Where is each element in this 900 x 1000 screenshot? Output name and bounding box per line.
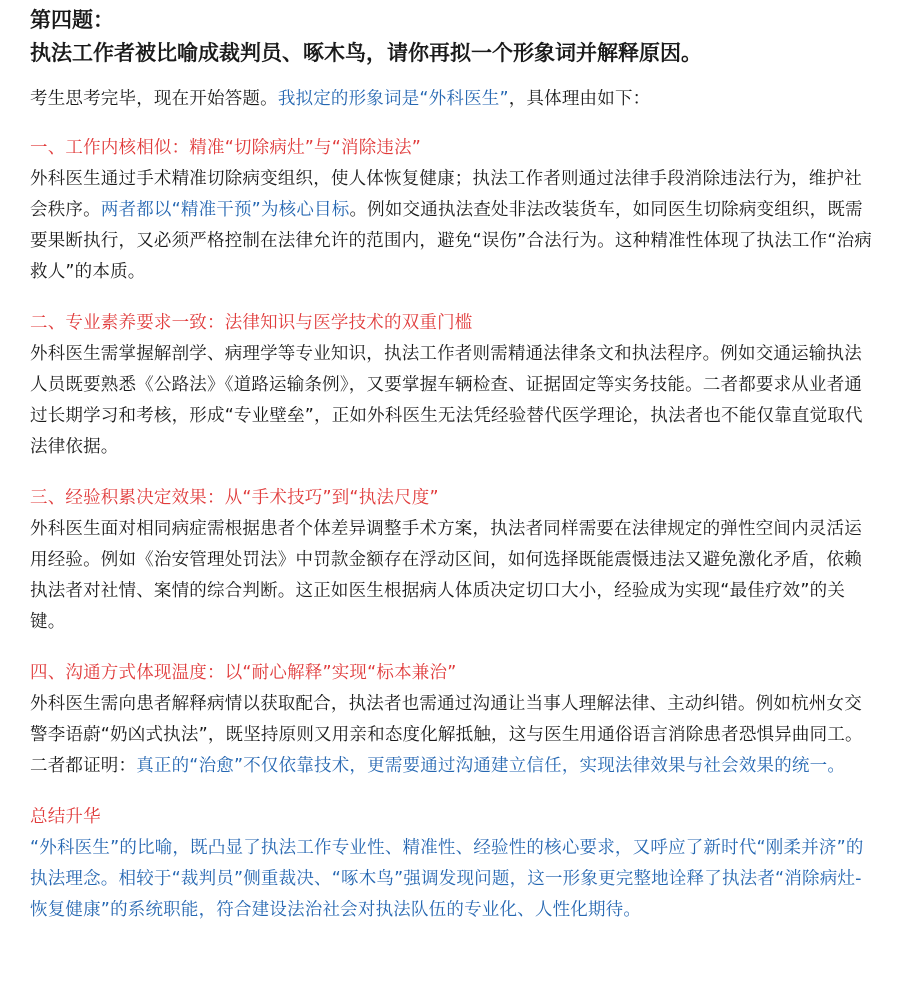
question-number: 第四题： [30,8,114,32]
section-heading: 四、沟通方式体现温度：以“耐心解释”实现“标本兼治” [30,663,457,683]
section-body: 外科医生需掌握解剖学、病理学等专业知识，执法工作者则需精通法律条文和执法程序。例如交通运输执法人员既要熟悉《公路法》《道路运输条例》，又要掌握车辆检查、证据固定等实务技能。二者都要求从业者通过长期学习和考核，形成“专业壁垒”，正如外科医生无法凭经验替代医学理论，执法者也不能仅靠直觉取代法律依据。 [30,344,863,457]
section-highlight: 两者都以“精准干预”为核心目标 [100,200,350,220]
summary-section [30,802,872,926]
section-heading: 三、经验积累决定效果：从“手术技巧”到“执法尺度” [30,488,439,508]
section-3 [30,483,872,638]
section-body-text: 外科医生需向患者解释病情以获取配合，执法者也需通过沟通让当事人理解法律、主动纠错。例如杭州女交警李语蔚“奶凶式执法”，既坚持原则又用亲和态度化解抵触，这与医生用通俗语言消除患者恐惧异曲同工。二者都证明： [30,694,863,776]
section-heading: 二、专业素养要求一致：法律知识与医学技术的双重门槛 [30,313,473,333]
summary-heading: 总结升华 [30,807,101,827]
intro-highlight: 我拟定的形象词是“外科医生” [277,89,509,109]
section-4 [30,658,872,782]
section-body-text: 。例如交通执法查处非法改装货车，如同医生切除病变组织，既需要果断执行，又必须严格控制在法律允许的范围内，避免“误伤”合法行为。这种精准性体现了执法工作“治病救人”的本质。 [30,200,872,282]
intro-lead: 考生思考完毕，现在开始答题。 [30,89,278,109]
section-body-text: 外科医生通过手术精准切除病变组织，使人体恢复健康；执法工作者则通过法律手段消除违法行为，维护社会秩序。 [30,169,862,220]
section-body: 外科医生面对相同病症需根据患者个体差异调整手术方案，执法者同样需要在法律规定的弹性空间内灵活运用经验。例如《治安管理处罚法》中罚款金额存在浮动区间，如何选择既能震慑违法又避免激化矛盾，依赖执法者对社情、案情的综合判断。这正如医生根据病人体质决定切口大小，经验成为实现“最佳疗效”的关键。 [30,519,862,632]
section-body [30,689,872,782]
section-2 [30,308,872,463]
section-body [30,164,872,288]
section-highlight: 真正的“治愈”不仅依靠技术，更需要通过沟通建立信任，实现法律效果与社会效果的统一。 [136,756,846,776]
question-text: 执法工作者被比喻成裁判员、啄木鸟，请你再拟一个形象词并解释原因。 [30,41,702,65]
section-heading: 一、工作内核相似：精准“切除病灶”与“消除违法” [30,138,422,158]
section-1 [30,133,872,288]
summary-body: “外科医生”的比喻，既凸显了执法工作专业性、精准性、经验性的核心要求，又呼应了新时代“刚柔并济”的执法理念。相较于“裁判员”侧重裁决、“啄木鸟”强调发现问题，这一形象更完整地诠释了执法者“消除病灶-恢复健康”的系统职能，符合建设法治社会对执法队伍的专业化、人性化期待。 [30,838,864,920]
intro-tail: ，具体理由如下： [508,89,651,109]
intro-paragraph [30,84,872,115]
